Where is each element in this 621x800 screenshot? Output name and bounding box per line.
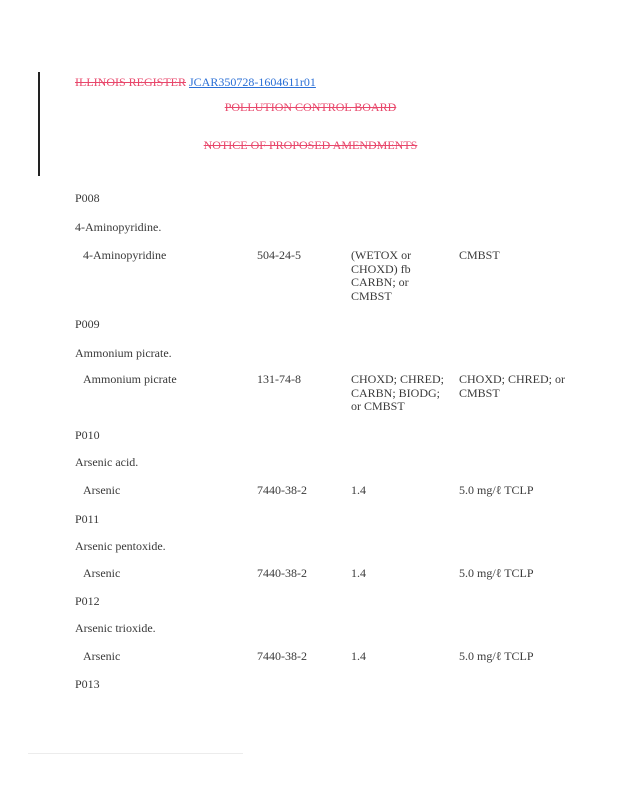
notice-header bbox=[0, 138, 621, 152]
waste-description: 4-Aminopyridine. bbox=[75, 220, 162, 234]
constituent-name: Ammonium picrate bbox=[83, 372, 177, 386]
waste-description: Arsenic acid. bbox=[75, 455, 139, 469]
cas-number: 504-24-5 bbox=[257, 248, 301, 262]
waste-code: P010 bbox=[75, 428, 100, 442]
nonwastewater-standard: CHOXD; CHRED; or CMBST bbox=[459, 372, 566, 400]
constituent-name: Arsenic bbox=[83, 649, 121, 663]
cas-number: 131-74-8 bbox=[257, 372, 301, 386]
wastewater-standard: 1.4 bbox=[351, 649, 366, 663]
waste-code: P013 bbox=[75, 677, 100, 691]
constituent-name: Arsenic bbox=[83, 566, 121, 580]
cas-number: 7440-38-2 bbox=[257, 566, 307, 580]
cas-number: 7440-38-2 bbox=[257, 483, 307, 497]
constituent-name: Arsenic bbox=[83, 483, 121, 497]
board-name-deleted: POLLUTION CONTROL BOARD bbox=[224, 100, 397, 114]
register-id-inserted: JCAR350728-1604611r01 bbox=[189, 75, 316, 89]
nonwastewater-standard: CMBST bbox=[459, 248, 500, 262]
waste-description: Ammonium picrate. bbox=[75, 346, 172, 360]
waste-description: Arsenic trioxide. bbox=[75, 621, 156, 635]
waste-description: Arsenic pentoxide. bbox=[75, 539, 166, 553]
wastewater-standard: CHOXD; CHRED; CARBN; BIODG; or CMBST bbox=[351, 372, 445, 413]
wastewater-standard: (WETOX or CHOXD) fb CARBN; or CMBST bbox=[351, 248, 412, 303]
nonwastewater-standard: 5.0 mg/ℓ TCLP bbox=[459, 483, 534, 497]
change-bar bbox=[38, 72, 40, 176]
waste-code: P008 bbox=[75, 191, 100, 205]
wastewater-standard: 1.4 bbox=[351, 483, 366, 497]
footer-rule bbox=[28, 753, 243, 754]
wastewater-standard: 1.4 bbox=[351, 566, 366, 580]
constituent-name: 4-Aminopyridine bbox=[83, 248, 167, 262]
register-title-deleted: ILLINOIS REGISTER bbox=[75, 75, 186, 89]
nonwastewater-standard: 5.0 mg/ℓ TCLP bbox=[459, 566, 534, 580]
waste-code: P011 bbox=[75, 512, 100, 526]
waste-code: P012 bbox=[75, 594, 100, 608]
notice-title-deleted: NOTICE OF PROPOSED AMENDMENTS bbox=[203, 138, 418, 152]
nonwastewater-standard: 5.0 mg/ℓ TCLP bbox=[459, 649, 534, 663]
waste-code: P009 bbox=[75, 317, 100, 331]
cas-number: 7440-38-2 bbox=[257, 649, 307, 663]
board-header bbox=[0, 100, 621, 114]
register-header bbox=[75, 75, 316, 89]
